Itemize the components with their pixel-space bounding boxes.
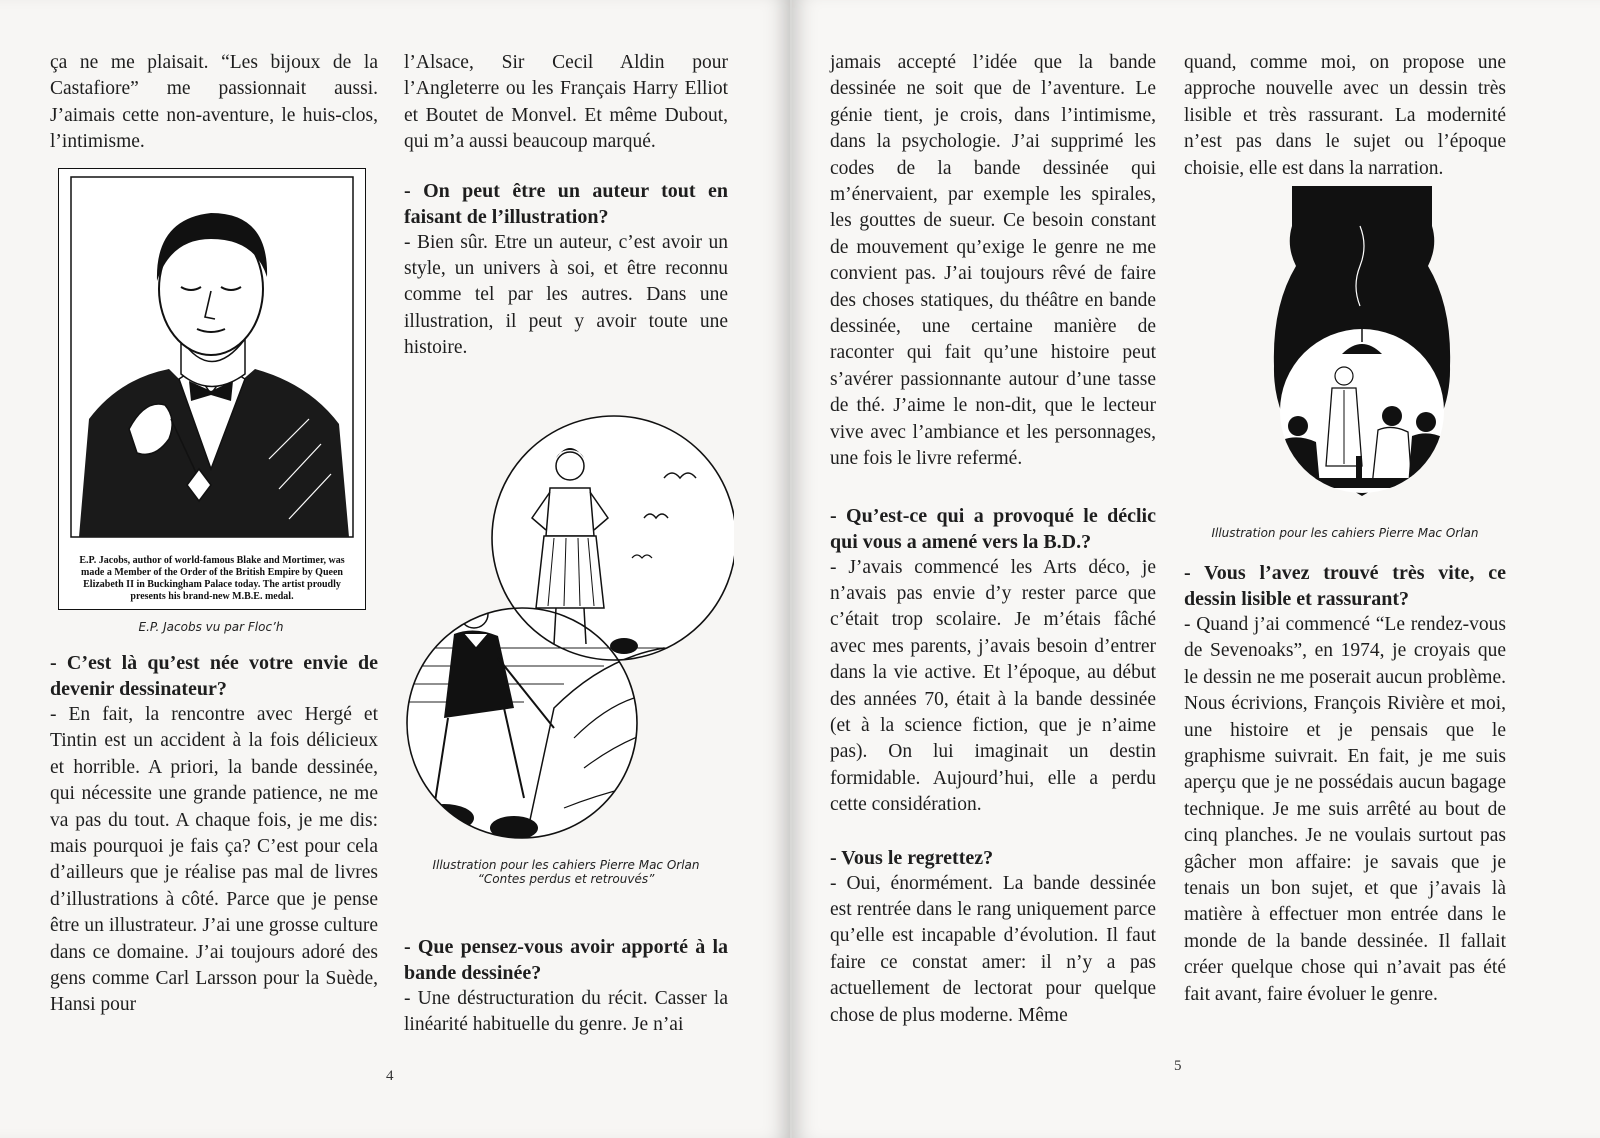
paragraph: l’Alsace, Sir Cecil Aldin pour l’Angleterre ou les Français Harry Elliot et Boutet de Monvel. Et même Dubout, qui m’a aussi beaucoup marqué. (404, 52, 728, 153)
seaside-illustration (404, 408, 734, 848)
question-heading: - C’est là qu’est née votre envie de devenir dessinateur? (50, 652, 378, 700)
left-column-2 (404, 50, 728, 362)
right-page (792, 0, 1600, 1138)
paragraph: ça ne me plaisait. “Les bijoux de la Castafiore” me passionnait aussi. J’aimais cette non-aventure, le huis-clos, l’intimisme. (50, 52, 378, 153)
paragraph: quand, comme moi, on propose une approche nouvelle avec un dessin très lisible et très rassurant. La modernité n’est pas dans le sujet ou l’époque choisie, elle est dans la narration. (1184, 52, 1506, 179)
page-number: 5 (1174, 1058, 1182, 1074)
right-column-2 (1184, 50, 1506, 182)
left-column-2-lower (404, 934, 728, 1039)
question-heading: - Vous l’avez trouvé très vite, ce dessin lisible et rassurant? (1184, 562, 1506, 610)
lightbulb-illustration (1232, 186, 1492, 506)
answer-paragraph: - J’avais commencé les Arts déco, je n’avais pas envie d’y rester parce que c’était trop scolaire. Je m’étais fâché avec mes parents, j’avais besoin d’entrer dans la vie active. Et l’époque, au début des années 70, était à la bande dessinée (et à la science fiction, que je n’aime pas). On lui imaginait un destin formidable. Aujourd’hui, elle a perdu cette considération. (830, 556, 1156, 816)
portrait-illustration (58, 168, 366, 610)
answer-paragraph: - Une déstructuration du récit. Casser la linéarité habituelle du genre. Je n’ai (404, 988, 728, 1036)
question-heading: - On peut être un auteur tout en faisant de l’illustration? (404, 179, 728, 228)
portrait-drawing (59, 169, 365, 544)
answer-paragraph: - Oui, énormément. La bande dessinée est rentrée dans le rang uniquement parce qu’elle est incapable d’évolution. Il faut faire ce constat amer: il n’y a pas actuellement de lectorat pour quelque chose de plus moderne. Même (830, 872, 1156, 1026)
page-number: 4 (386, 1068, 394, 1084)
left-column-1 (50, 50, 378, 156)
answer-paragraph: - Bien sûr. Etre un auteur, c’est avoir un style, un univers à soi, et être reconnu comme tel par les autres. Dans une illustration, il peut y avoir toute une histoire. (404, 231, 728, 359)
paragraph: jamais accepté l’idée que la bande dessinée ne soit que de l’aventure. Le génie tient, je crois, dans l’intimisme, dans la psychologie. J’ai supprimé les codes de la bande dessinée qui m’énervaient, par exemple les spirales, les gouttes de sueur. Ce besoin constant de mouvement qu’exige le genre ne me convient pas. J’ai toujours rêvé de faire des choses statiques, du théâtre en bande dessinée, une certaine manière de raconter qui fait qu’une histoire peut s’avérer passionnante autour d’une tasse de thé. J’aime le non-dit, que le lecteur vive avec l’ambiance et les personnages, une fois le livre refermé. (830, 52, 1156, 470)
right-column-2-lower (1184, 560, 1506, 1008)
left-page (0, 0, 790, 1138)
lightbulb-illustration-caption: Illustration pour les cahiers Pierre Mac Orlan (1211, 526, 1479, 540)
portrait-caption: E.P. Jacobs vu par Floc’h (138, 620, 284, 634)
left-column-1-lower (50, 650, 378, 1019)
question-heading: - Qu’est-ce qui a provoqué le déclic qui vous a amené vers la B.D.? (830, 504, 1156, 553)
question-heading: - Vous le regrettez? (830, 846, 994, 869)
caption-line: “Contes perdus et retrouvés” (477, 872, 655, 886)
answer-paragraph: - Quand j’ai commencé “Le rendez-vous de Sevenoaks”, en 1974, je croyais que le dessin ne me poserait aucun problème. Nous écrivions, François Rivière et moi, une histoire et je pensais que le graphisme suivrait. En fait, je me suis aperçu que je ne possédais aucun bagage technique. Je me suis arrêté au bout de cinq planches. Je ne voulais surtout pas gâcher mon affaire: je savais que je tenais un bon sujet, et que j’avais là matière à effectuer mon entrée dans le monde de la bande dessinée. Il fallait créer quelque chose qui n’avait pas été fait avant, faire évoluer le genre. (1184, 614, 1506, 1005)
seaside-illustration-caption (404, 858, 728, 886)
portrait-frame-caption: E.P. Jacobs, author of world-famous Blake and Mortimer, was made a Member of the Order of the British Empire by Queen Elizabeth II in Buckingham Palace today. The artist proudly presents his brand-new M.B.E. medal. (79, 555, 345, 602)
right-column-1 (830, 50, 1156, 1029)
caption-line: Illustration pour les cahiers Pierre Mac Orlan (432, 858, 700, 872)
question-heading: - Que pensez-vous avoir apporté à la bande dessinée? (404, 936, 728, 984)
answer-paragraph: - En fait, la rencontre avec Hergé et Tintin est un accident à la fois délicieux et horrible. A priori, la bande dessinée, qui nécessite une grande patience, ne me va pas du tout. A chaque fois, je me dis: mais pourquoi je fais ça? C’est pour cela d’ailleurs que je réalise pas mal de livres d’illustrations à côté. Parce que je pense être un illustrateur. J’ai une grosse culture dans ce domaine. J’ai toujours adoré des gens comme Carl Larsson pour la Suède, Hansi pour (50, 704, 378, 1016)
